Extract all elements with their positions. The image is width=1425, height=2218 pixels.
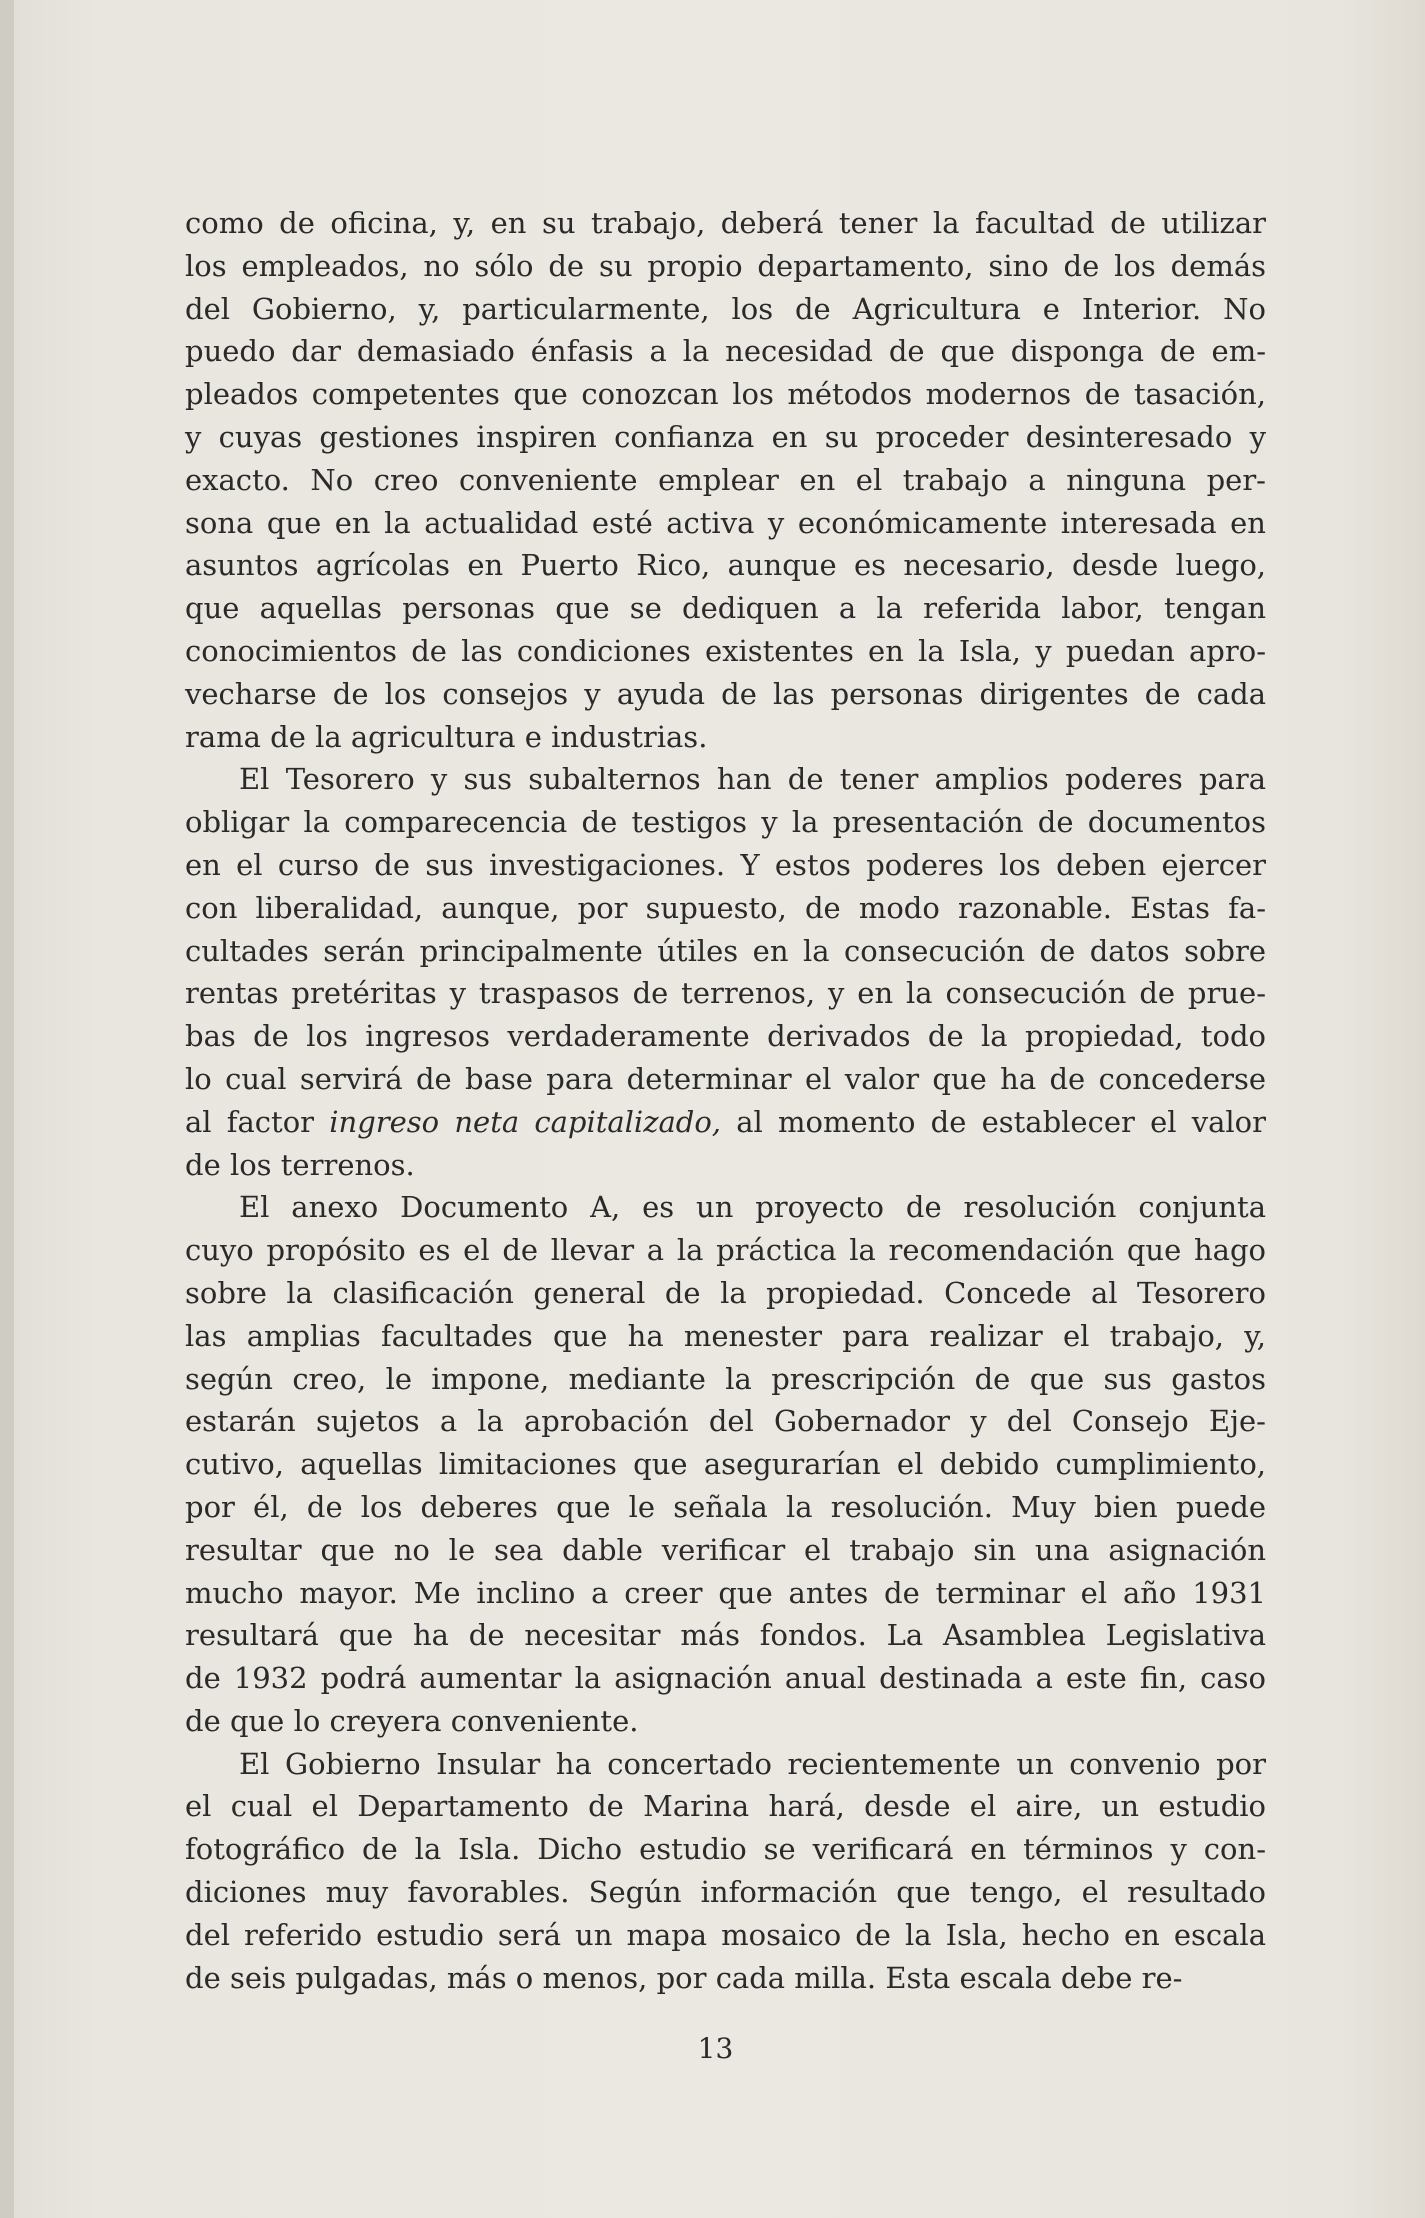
text-line: asuntos agrícolas en Puerto Rico, aunque es necesario, desde luego, [185, 548, 1266, 583]
text-line: del referido estudio será un mapa mosaico de la Isla, hecho en escala [185, 1917, 1266, 1952]
text-line: fotográfico de la Isla. Dicho estudio se verificará en términos y con- [185, 1832, 1266, 1867]
text-line: resultar que no le sea dable verificar el trabajo sin una asignación [185, 1532, 1266, 1567]
text-line: de 1932 podrá aumentar la asignación anual destinada a este fin, caso [185, 1661, 1266, 1696]
text-line: que aquellas personas que se dediquen a la referida labor, tengan [185, 591, 1266, 626]
text-line: por él, de los deberes que le señala la resolución. Muy bien puede [185, 1489, 1266, 1524]
text-line: en el curso de sus investigaciones. Y estos poderes los deben ejercer [185, 847, 1266, 882]
page [14, 0, 1425, 2218]
text-line: según creo, le impone, mediante la prescripción de que sus gastos [185, 1361, 1266, 1396]
text-line: mucho mayor. Me inclino a creer que antes de terminar el año 1931 [185, 1575, 1266, 1610]
text-line: de seis pulgadas, más o menos, por cada milla. Esta escala debe re- [185, 1960, 1183, 1995]
text-line: resultará que ha de necesitar más fondos. La Asamblea Legislativa [185, 1618, 1266, 1653]
text-line: obligar la comparecencia de testigos y la presentación de documentos [185, 805, 1266, 840]
text-line: cutivo, aquellas limitaciones que asegurarían el debido cumplimiento, [185, 1447, 1266, 1482]
paragraph-2 [185, 758, 1266, 1186]
text-line: los empleados, no sólo de su propio departamento, sino de los demás [185, 248, 1266, 283]
text-line: lo cual servirá de base para determinar el valor que ha de concederse [185, 1061, 1266, 1096]
text-line: diciones muy favorables. Según información que tengo, el resultado [185, 1875, 1266, 1910]
text-line: estarán sujetos a la aprobación del Gobernador y del Consejo Eje- [185, 1404, 1266, 1439]
paragraph-3 [185, 1186, 1266, 1742]
text-line: como de oficina, y, en su trabajo, deberá tener la facultad de utilizar [185, 206, 1266, 240]
text-line: El Gobierno Insular ha concertado recientemente un convenio por [239, 1746, 1266, 1781]
page-number [14, 2032, 1425, 2065]
text-line: rama de la agricultura e industrias. [185, 719, 708, 754]
text-line: pleados competentes que conozcan los métodos modernos de tasación, [185, 377, 1266, 412]
page-number-label: 13 [697, 2032, 734, 2065]
text-line: El anexo Documento A, es un proyecto de resolución conjunta [239, 1190, 1266, 1225]
paragraph-4 [185, 1743, 1266, 2000]
paragraph-1 [185, 202, 1266, 758]
text-line: y cuyas gestiones inspiren confianza en su proceder desinteresado y [185, 419, 1266, 454]
text-line: vecharse de los consejos y ayuda de las personas dirigentes de cada [185, 676, 1266, 711]
body-text [185, 202, 1266, 1999]
text-line: al factor ingreso neta capitalizado, al momento de establecer el valor [185, 1104, 1266, 1139]
text-line: del Gobierno, y, particularmente, los de Agricultura e Interior. No [185, 291, 1266, 326]
text-line: exacto. No creo conveniente emplear en el trabajo a ninguna per- [185, 462, 1266, 497]
text-line: sobre la clasificación general de la propiedad. Concede al Tesorero [185, 1275, 1266, 1310]
text-line: el cual el Departamento de Marina hará, desde el aire, un estudio [185, 1789, 1266, 1824]
text-line: conocimientos de las condiciones existentes en la Isla, y puedan apro- [185, 633, 1266, 668]
text-line: El Tesorero y sus subalternos han de tener amplios poderes para [239, 762, 1266, 797]
text-line: cuyo propósito es el de llevar a la práctica la recomendación que hago [185, 1233, 1266, 1268]
text-line: de que lo creyera conveniente. [185, 1703, 639, 1738]
italic-term: ingreso neta capitalizado, [329, 1104, 722, 1139]
text-line: rentas pretéritas y traspasos de terrenos, y en la consecución de prue- [185, 976, 1266, 1011]
text-line: puedo dar demasiado énfasis a la necesidad de que disponga de em- [185, 334, 1266, 369]
text-line: las amplias facultades que ha menester para realizar el trabajo, y, [185, 1318, 1266, 1353]
text-line: bas de los ingresos verdaderamente derivados de la propiedad, todo [185, 1019, 1266, 1054]
text-line: cultades serán principalmente útiles en la consecución de datos sobre [185, 933, 1266, 968]
text-line: sona que en la actualidad esté activa y económicamente interesada en [185, 505, 1266, 540]
text-line: con liberalidad, aunque, por supuesto, de modo razonable. Estas fa- [185, 890, 1266, 925]
text-line: de los terrenos. [185, 1147, 415, 1182]
